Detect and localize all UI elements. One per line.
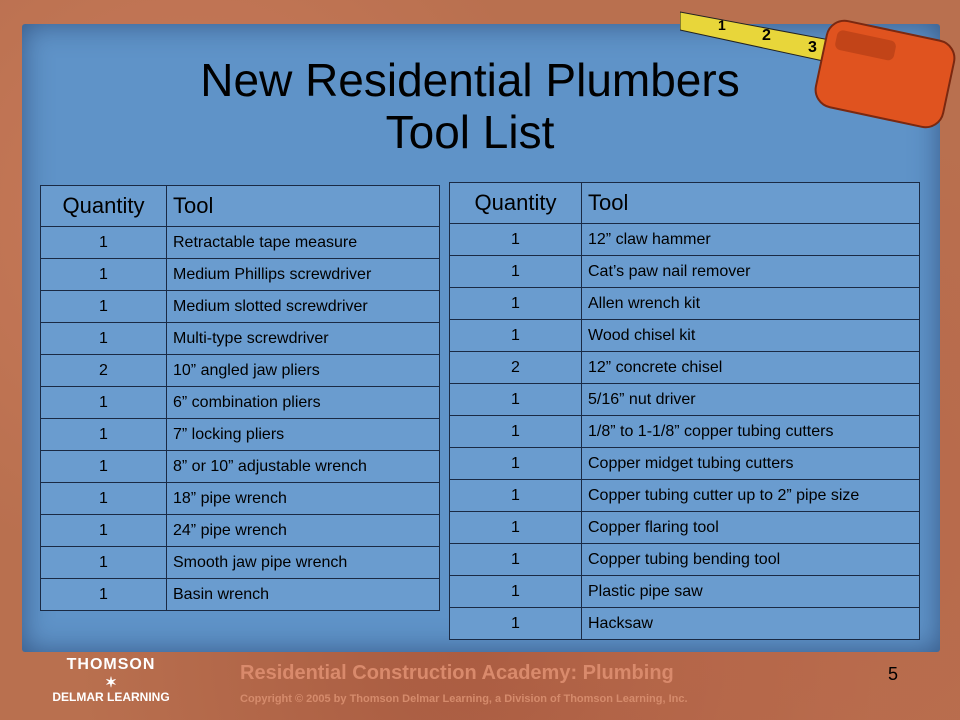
tape-mark-1: 1 <box>718 17 726 33</box>
tool-cell: Smooth jaw pipe wrench <box>167 547 440 579</box>
quantity-cell: 1 <box>41 483 167 515</box>
table-row <box>41 579 440 611</box>
quantity-header: Quantity <box>450 183 582 224</box>
tool-header: Tool <box>167 186 440 227</box>
table-row <box>450 448 920 480</box>
table-row <box>450 320 920 352</box>
right-tool-table <box>449 182 920 640</box>
tool-cell: 12” claw hammer <box>582 224 920 256</box>
quantity-cell: 1 <box>450 448 582 480</box>
table-row <box>450 288 920 320</box>
quantity-cell: 1 <box>41 515 167 547</box>
table-row <box>41 291 440 323</box>
tool-cell: 10” angled jaw pliers <box>167 355 440 387</box>
table-row <box>41 419 440 451</box>
table-row <box>450 416 920 448</box>
table-row <box>450 512 920 544</box>
table-header-row <box>41 186 440 227</box>
tool-cell: Wood chisel kit <box>582 320 920 352</box>
tool-cell: 7” locking pliers <box>167 419 440 451</box>
tool-cell: Retractable tape measure <box>167 227 440 259</box>
tape-mark-2: 2 <box>762 27 771 44</box>
table-row <box>450 544 920 576</box>
quantity-cell: 1 <box>450 576 582 608</box>
quantity-cell: 1 <box>450 416 582 448</box>
tool-cell: Allen wrench kit <box>582 288 920 320</box>
left-tool-table <box>40 185 440 611</box>
copyright-text: Copyright © 2005 by Thomson Delmar Learning, a Division of Thomson Learning, Inc. <box>240 693 688 705</box>
table-row <box>41 451 440 483</box>
quantity-cell: 1 <box>41 259 167 291</box>
quantity-cell: 1 <box>41 227 167 259</box>
quantity-cell: 1 <box>41 419 167 451</box>
table-row <box>450 384 920 416</box>
quantity-cell: 1 <box>450 544 582 576</box>
tool-cell: Multi-type screwdriver <box>167 323 440 355</box>
quantity-cell: 1 <box>450 256 582 288</box>
table-row <box>450 352 920 384</box>
quantity-cell: 1 <box>450 608 582 640</box>
table-row <box>41 227 440 259</box>
table-row <box>41 323 440 355</box>
tool-cell: 6” combination pliers <box>167 387 440 419</box>
table-row <box>450 256 920 288</box>
tape-mark-3: 3 <box>808 39 817 56</box>
table-row <box>450 480 920 512</box>
tool-cell: 1/8” to 1-1/8” copper tubing cutters <box>582 416 920 448</box>
table-row <box>41 483 440 515</box>
table-row <box>450 576 920 608</box>
tool-cell: 12” concrete chisel <box>582 352 920 384</box>
logo-star-icon: ✶ <box>105 674 117 690</box>
tool-cell: Medium Phillips screwdriver <box>167 259 440 291</box>
tool-cell: 5/16” nut driver <box>582 384 920 416</box>
tool-cell: Hacksaw <box>582 608 920 640</box>
tool-cell: Medium slotted screwdriver <box>167 291 440 323</box>
quantity-cell: 1 <box>41 451 167 483</box>
quantity-cell: 1 <box>41 547 167 579</box>
quantity-cell: 1 <box>450 480 582 512</box>
quantity-cell: 2 <box>41 355 167 387</box>
logo-line-1: THOMSON <box>66 656 156 673</box>
tool-cell: Copper flaring tool <box>582 512 920 544</box>
tool-cell: 8” or 10” adjustable wrench <box>167 451 440 483</box>
table-row <box>41 355 440 387</box>
tool-header: Tool <box>582 183 920 224</box>
tool-cell: Copper midget tubing cutters <box>582 448 920 480</box>
table-row <box>41 547 440 579</box>
table-row <box>41 259 440 291</box>
table-row <box>41 515 440 547</box>
title-line-2: Tool List <box>385 106 555 158</box>
quantity-header: Quantity <box>41 186 167 227</box>
table-row <box>41 387 440 419</box>
tool-cell: Basin wrench <box>167 579 440 611</box>
quantity-cell: 2 <box>450 352 582 384</box>
quantity-cell: 1 <box>450 224 582 256</box>
quantity-cell: 1 <box>450 320 582 352</box>
logo-line-2: DELMAR LEARNING <box>52 690 170 704</box>
course-title: Residential Construction Academy: Plumbing <box>240 662 674 684</box>
page-title <box>0 54 960 158</box>
quantity-cell: 1 <box>450 288 582 320</box>
title-line-1: New Residential Plumbers <box>200 54 740 106</box>
table-header-row <box>450 183 920 224</box>
page-number: 5 <box>888 664 899 684</box>
tool-cell: Plastic pipe saw <box>582 576 920 608</box>
tool-cell: 18” pipe wrench <box>167 483 440 515</box>
tool-cell: Cat’s paw nail remover <box>582 256 920 288</box>
quantity-cell: 1 <box>41 579 167 611</box>
tool-cell: Copper tubing bending tool <box>582 544 920 576</box>
tool-cell: Copper tubing cutter up to 2” pipe size <box>582 480 920 512</box>
table-row <box>450 224 920 256</box>
quantity-cell: 1 <box>41 387 167 419</box>
quantity-cell: 1 <box>41 291 167 323</box>
quantity-cell: 1 <box>450 512 582 544</box>
tool-cell: 24” pipe wrench <box>167 515 440 547</box>
publisher-logo <box>26 656 196 704</box>
quantity-cell: 1 <box>450 384 582 416</box>
table-row <box>450 608 920 640</box>
quantity-cell: 1 <box>41 323 167 355</box>
